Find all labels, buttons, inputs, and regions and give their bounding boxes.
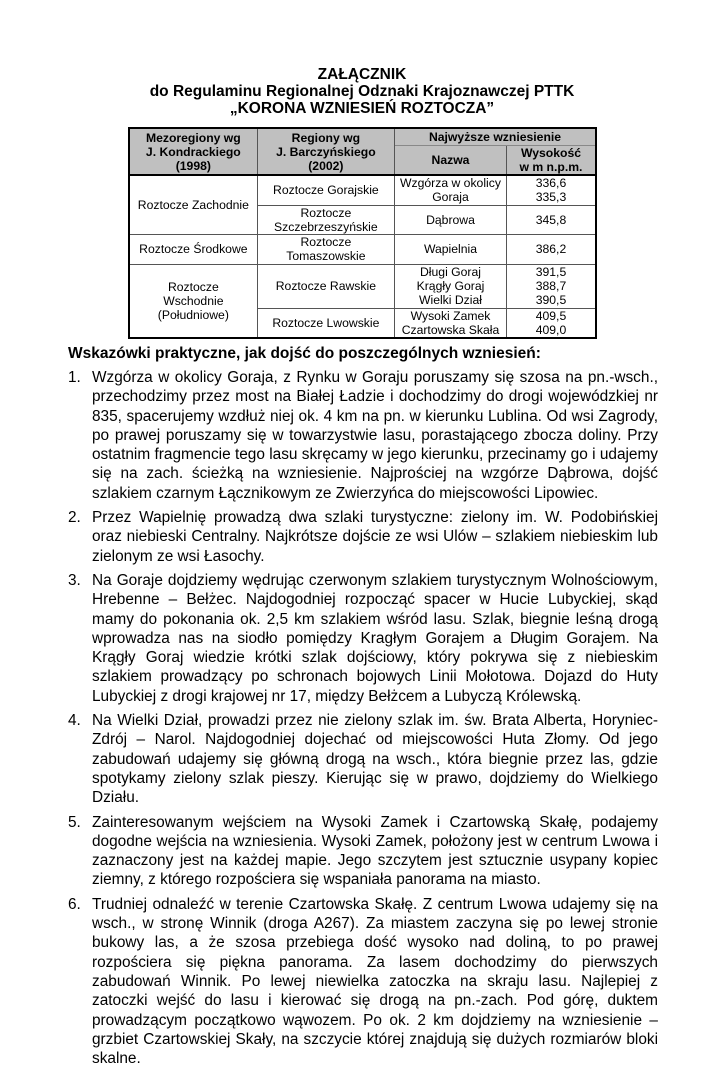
item-text: Na Goraje dojdziemy wędrując czerwonym szlakiem turystycznym Wolnościowym, Hrebenne – Bełżec. Najdogodniej rozpocząć spacer w Hucie Lubyckiej, skąd mamy do pokonania ok. 2,5 km szlakiem wśród lasu. Szlak, biegnie leśną drogą wprowadza nas na siodło pomiędzy Kragłym Gorajem a Długim Gorajem. Na Krągły Goraj wiedzie krótki szlak dojściowy, który pokrywa się z niebieskim szlakiem prowadzący po schronach bojowych Linii Mołotowa. Dojazd do Huty Lubyckiej z drogi krajowej nr 17, między Bełżcem a Lubyczą Królewską.: [92, 571, 658, 705]
list-item: [68, 571, 658, 706]
item-number: 4.: [68, 712, 81, 730]
cell-height: [506, 175, 596, 205]
table-row: [129, 234, 596, 264]
peak-name: Krągły Goraj: [416, 279, 485, 293]
header-text: Regiony wg: [291, 130, 361, 145]
item-number: 3.: [68, 571, 81, 589]
header-text: Mezoregiony wg: [145, 130, 241, 145]
header-height: [506, 145, 596, 175]
cell-region: Roztocze Lwowskie: [257, 308, 394, 338]
header-region: [257, 128, 394, 175]
peak-name: Wysoki Zamek: [410, 308, 491, 323]
cell-name: Dąbrowa: [395, 205, 507, 234]
list-item: [68, 368, 658, 503]
cell-name: [395, 264, 507, 308]
cell-height: [506, 264, 596, 308]
peak-name: Wzgórza w okolicy: [400, 176, 501, 191]
item-number: 5.: [68, 813, 81, 831]
header-text: Wysokość: [520, 145, 581, 160]
cell-mezoregion: Roztocze Zachodnie: [129, 175, 257, 234]
peak-height: 335,3: [535, 190, 567, 205]
region-text: Roztocze: [300, 205, 352, 220]
document-title-block: [0, 66, 724, 117]
peak-height: 390,5: [535, 293, 567, 307]
list-item: [68, 711, 658, 807]
header-mezoregion: [129, 128, 257, 175]
document-subtitle: do Regulaminu Regionalnej Odznaki Krajoznawczej PTTK: [149, 83, 575, 100]
item-number: 1.: [68, 369, 81, 386]
peak-name: Czartowska Skała: [401, 322, 500, 337]
peak-name: Goraja: [432, 190, 469, 205]
header-text: w m n.p.m.: [519, 159, 583, 174]
header-name: Nazwa: [395, 145, 507, 175]
item-number: 6.: [68, 895, 81, 913]
document-title: ZAŁĄCZNIK: [317, 66, 407, 83]
header-text: (2002): [308, 158, 344, 173]
cell-mezoregion: Roztocze Środkowe: [129, 234, 257, 264]
region-text: Roztocze: [300, 235, 352, 249]
item-text: Na Wielki Dział, prowadzi przez nie zielony szlak im. św. Brata Alberta, Horyniec-Zdrój – Narol. Najdogodniej dojechać od miejscowości Huta Złomy. Od jego zabudowań udajemy się główną drogą na wsch., która biegnie przez las, gdzie spotykamy zielony szlak pieszy. Kierując się w prawo, dojdziemy do Wielkiego Działu.: [92, 712, 658, 807]
cell-name: [395, 175, 507, 205]
peak-height: 388,7: [535, 279, 567, 293]
peak-height: 409,0: [535, 322, 567, 337]
peak-height: 409,5: [535, 308, 567, 323]
list-item: [68, 508, 658, 566]
regions-table: [128, 127, 597, 339]
hints-list: [68, 368, 658, 1073]
header-text: J. Kondrackiego: [145, 144, 241, 159]
item-text: Przez Wapielnię prowadzą dwa szlaki turystyczne: zielony im. W. Podobińskiej oraz niebieski Centralny. Najkrótsze dojście ze wsi Ulów – szlakiem niebieskim lub zielonym ze wsi Łasochy.: [92, 509, 658, 565]
table-row: [129, 175, 596, 205]
table-row: [129, 264, 596, 308]
hints-heading: Wskazówki praktyczne, jak dojść do poszczególnych wzniesień:: [68, 345, 541, 362]
peak-height: 391,5: [535, 265, 567, 279]
list-item: [68, 813, 658, 890]
mezoregion-text: (Południowe): [157, 307, 229, 322]
cell-mezoregion: [129, 264, 257, 338]
mezoregion-text: Wschodnie: [163, 293, 224, 308]
cell-region: Roztocze Rawskie: [257, 264, 394, 308]
cell-name: Wapielnia: [395, 234, 507, 264]
mezoregion-text: Roztocze: [167, 279, 219, 294]
cell-region: Roztocze Gorajskie: [257, 175, 394, 205]
item-text: Wzgórza w okolicy Goraja, z Rynku w Goraju poruszamy się szosa na pn.-wsch., przechodzimy przez most na Białej Ładzie i dochodzimy do drogi wojewódzkiej nr 835, spacerujemy wzdłuż niej ok. 4 km na pn. w kierunku Lublina. Od wsi Zagrody, po prawej poruszamy się w towarzystwie lasu, porastającego zbocza doliny. Przy ostatnim fragmencie tego lasu skręcamy w jego kierunku, przecinamy go i udajemy się na zach. ścieżką na wzniesienie. Najprościej na wzgórze Dąbrowa, dojść szlakiem czarnym Łącznikowym ze Zwierzyńca do miejscowości Lipowiec.: [92, 369, 658, 502]
badge-name: „KORONA WZNIESIEŃ ROZTOCZA”: [229, 100, 495, 117]
cell-height: 386,2: [506, 234, 596, 264]
header-text: (1998): [175, 158, 211, 173]
cell-height: 345,8: [506, 205, 596, 234]
peak-height: 336,6: [535, 176, 567, 191]
header-text: J. Barczyńskiego: [276, 144, 376, 159]
peak-name: Wielki Dział: [418, 293, 482, 307]
item-number: 2.: [68, 509, 81, 527]
header-highest-elevation: Najwyższe wzniesienie: [395, 128, 596, 145]
peak-name: Długi Goraj: [420, 265, 481, 279]
cell-name: [395, 308, 507, 338]
cell-region: [257, 234, 394, 264]
cell-region: [257, 205, 394, 234]
item-text: Trudniej odnaleźć w terenie Czartowska Skałę. Z centrum Lwowa udajemy się na wsch., w stronę Winnik (droga A267). Za miastem zaczyna się po lewej stronie bukowy las, a że szosa przebiega dość wysoko nad doliną, to po prawej rozpościera się piękna panorama. Za lasem dochodzimy do pierwszych zabudowań Winnik. Po lewej niewielka zatoczka na skraju lasu. Najlepiej z zatoczki wejść do lasu i kierować się drogą na pn.-zach. Pod górę, duktem prowadzącym początkowo wąwozem. Po ok. 2 km dojdziemy na wzniesienie – grzbiet Czartowskiej Skały, na szczycie której znajdują się dużych rozmiarów bloki skalne.: [92, 895, 658, 1068]
item-text: Zainteresowanym wejściem na Wysoki Zamek i Czartowską Skałę, podajemy dogodne wejścia na wzniesienia. Wysoki Zamek, położony jest w centrum Lwowa i zaznaczony jest na każdej mapie. Jego szczytem jest sztucznie usypany kopiec ziemny, z którego rozpościera się wspaniała panorama na miasto.: [92, 813, 658, 889]
list-item: [68, 895, 658, 1069]
cell-height: [506, 308, 596, 338]
region-text: Szczebrzeszyńskie: [274, 219, 378, 234]
region-text: Tomaszowskie: [286, 249, 366, 263]
